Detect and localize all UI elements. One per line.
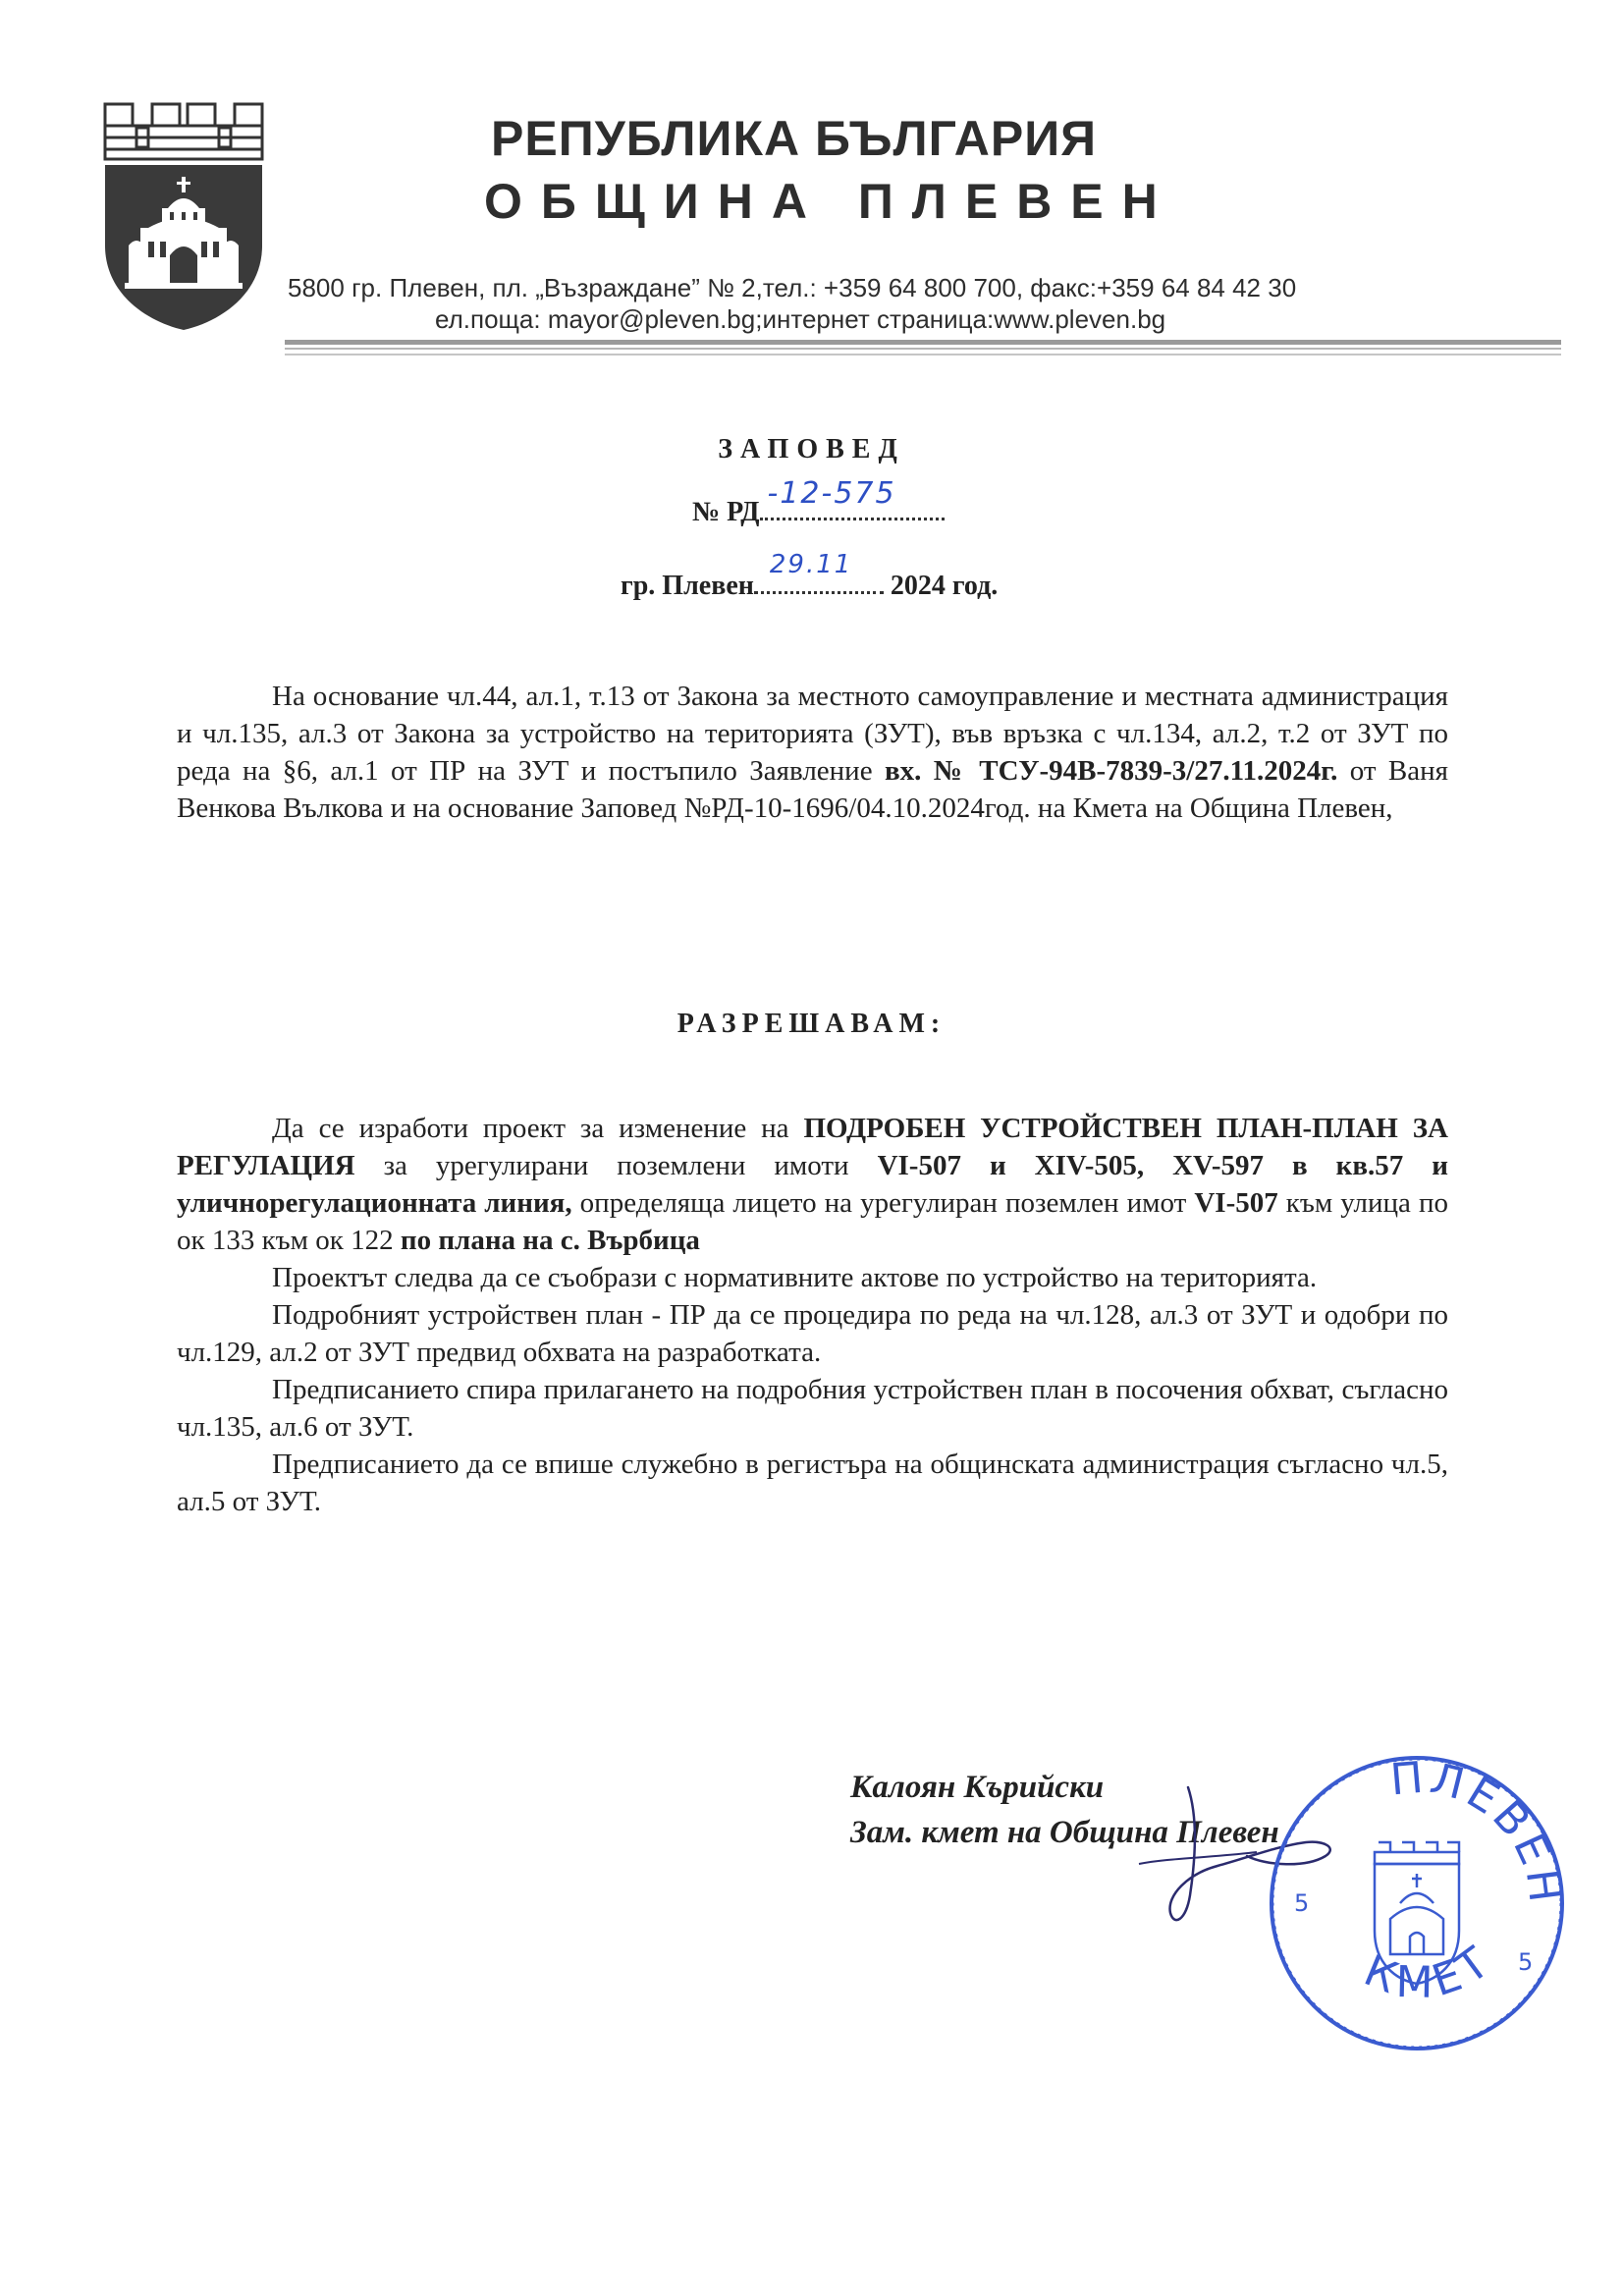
header-title-republic: РЕПУБЛИКА БЪЛГАРИЯ — [491, 111, 1098, 166]
property-id: VI-507 — [1194, 1187, 1278, 1219]
stamp-top-text: ПЛЕВЕН — [1388, 1752, 1571, 1909]
clause-paragraph: Проектът следва да се съобрази с нормативните актове по устройство на територията. — [272, 1262, 1318, 1293]
order-number — [692, 476, 945, 528]
header-contacts: ел.поща: mayor@pleven.bg;интернет страница:www.pleven.bg — [435, 304, 1166, 334]
decision-text: за урегулирани поземлени имоти — [354, 1150, 878, 1181]
stamp-mark-right: 5 — [1518, 1948, 1534, 1976]
village-plan: по плана на с. Върбица — [400, 1225, 700, 1256]
order-date — [621, 550, 999, 602]
order-number-blank — [760, 476, 945, 520]
header-divider — [285, 340, 1561, 345]
header-address: 5800 гр. Плевен, пл. „Възраждане” № 2,тел.: +359 64 800 700, факс:+359 64 84 42 30 — [288, 273, 1297, 302]
plan-type: ПОДРОБЕН УСТРОЙСТВЕН ПЛАН-ПЛАН ЗА РЕГУЛАЦИЯ — [177, 1113, 1448, 1181]
header-title-municipality: ОБЩИНА ПЛЕВЕН — [484, 174, 1176, 229]
decision-paragraph — [177, 1110, 1448, 1259]
signer-position: Зам. кмет на Община Плевен — [850, 1815, 1279, 1850]
order-number-handwritten: -12-575 — [767, 476, 896, 511]
pleven-coat-of-arms-icon — [101, 98, 266, 332]
decision-text: към улица по ок 133 към ок 122 — [177, 1187, 1448, 1256]
basis-text: от Ваня Венкова Вълкова и на основание Заповед №РД-10-1696/04.10.2024год. на Кмета на Община Плевен, — [177, 755, 1448, 824]
property-ids: VI-507 и XIV-505, XV-597 в кв.57 и уличнорегулационната линия, — [177, 1150, 1448, 1219]
order-date-prefix: гр. Плевен — [621, 571, 754, 601]
stamp-bottom-text: КМЕТ — [1357, 1934, 1503, 2008]
decision-heading: РАЗРЕШАВАМ: — [676, 1009, 947, 1039]
order-date-handwritten: 29.11 — [769, 550, 853, 579]
basis-application-ref: вх. № ТСУ-94В-7839-3/27.11.2024г. — [884, 755, 1338, 787]
svg-text:КМЕТ — [1357, 1935, 1502, 2008]
order-number-label: № РД — [692, 497, 760, 527]
order-date-blank — [754, 550, 884, 594]
clause-paragraph: Подробният устройствен план - ПР да се процедира по реда на чл.128, ал.3 от ЗУТ и одобри по чл.129, ал.2 от ЗУТ предвид обхвата на разработката. — [177, 1299, 1448, 1368]
decision-clauses — [177, 1259, 1448, 1520]
basis-text: На основание чл.44, ал.1, т.13 от Закона за местното самоуправление и местната администрация и чл.135, ал.3 от Закона за устройство на територията (ЗУТ), във връзка с чл.134, ал.2, т.2 от ЗУТ по реда на §6, ал.1 от ПР на ЗУТ и постъпило Заявление — [177, 681, 1448, 787]
stamp-mark-left: 5 — [1294, 1889, 1310, 1917]
header-divider — [285, 354, 1561, 355]
order-title: ЗАПОВЕД — [718, 434, 905, 465]
order-date-suffix: 2024 год. — [890, 571, 999, 601]
decision-text: определяща лицето на урегулиран поземлен имот — [571, 1187, 1195, 1219]
decision-text: Да се изработи проект за изменение на — [272, 1113, 804, 1144]
signer-name: Калоян Кърийски — [850, 1770, 1105, 1805]
clause-paragraph: Предписанието да се впише служебно в регистъра на общинската администрация съгласно чл.5, ал.5 от ЗУТ. — [177, 1449, 1448, 1517]
header-divider — [285, 348, 1561, 350]
basis-paragraph — [177, 678, 1448, 827]
official-stamp — [1255, 1736, 1579, 2060]
clause-paragraph: Предписанието спира прилагането на подробния устройствен план в посочения обхват, съгласно чл.135, ал.6 от ЗУТ. — [177, 1374, 1448, 1443]
